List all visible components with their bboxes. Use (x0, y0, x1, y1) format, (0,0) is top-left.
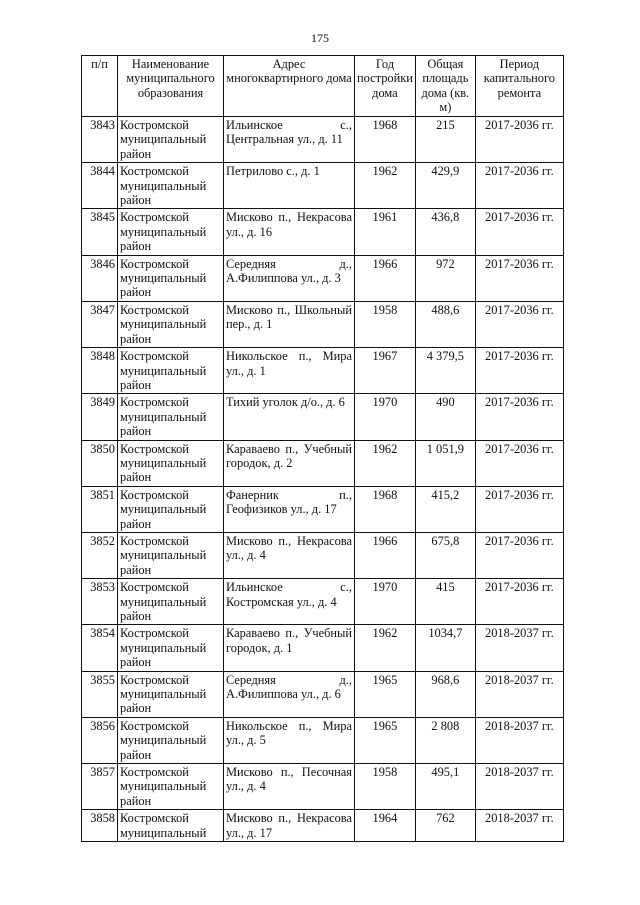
cell-period: 2017-2036 гг. (475, 117, 563, 163)
table-row (82, 209, 564, 255)
cell-area: 490 (415, 394, 475, 440)
cell-municipality: Костромской муниципальный район (118, 301, 224, 347)
cell-municipality: Костромской муниципальный район (118, 671, 224, 717)
cell-period: 2018-2037 гг. (475, 717, 563, 763)
table-row (82, 255, 564, 301)
cell-num: 3844 (82, 163, 118, 209)
cell-municipality: Костромской муниципальный район (118, 717, 224, 763)
cell-num: 3856 (82, 717, 118, 763)
table-row (82, 117, 564, 163)
cell-area: 415,2 (415, 486, 475, 532)
cell-address: Ильинское с., Центральная ул., д. 11 (224, 117, 355, 163)
cell-period: 2017-2036 гг. (475, 255, 563, 301)
cell-area: 495,1 (415, 764, 475, 810)
cell-year: 1961 (355, 209, 416, 255)
cell-area: 972 (415, 255, 475, 301)
cell-address: Ильинское с., Костромская ул., д. 4 (224, 579, 355, 625)
table-row (82, 486, 564, 532)
cell-period: 2017-2036 гг. (475, 209, 563, 255)
cell-num: 3845 (82, 209, 118, 255)
page-number: 175 (311, 31, 329, 45)
cell-period: 2017-2036 гг. (475, 394, 563, 440)
header-num: п/п (82, 56, 118, 117)
cell-municipality: Костромской муниципальный район (118, 486, 224, 532)
cell-period: 2017-2036 гг. (475, 163, 563, 209)
cell-municipality: Костромской муниципальный район (118, 532, 224, 578)
table-body (82, 117, 564, 842)
cell-area: 436,8 (415, 209, 475, 255)
cell-num: 3853 (82, 579, 118, 625)
cell-area: 1 051,9 (415, 440, 475, 486)
header-area: Общая площадь дома (кв. м) (415, 56, 475, 117)
table-row (82, 717, 564, 763)
cell-year: 1962 (355, 625, 416, 671)
table-row (82, 625, 564, 671)
cell-year: 1967 (355, 348, 416, 394)
cell-period: 2017-2036 гг. (475, 486, 563, 532)
cell-municipality: Костромской муниципальный район (118, 348, 224, 394)
header-year: Год постройки дома (355, 56, 416, 117)
cell-area: 1034,7 (415, 625, 475, 671)
cell-num: 3850 (82, 440, 118, 486)
cell-year: 1958 (355, 301, 416, 347)
cell-period: 2017-2036 гг. (475, 348, 563, 394)
table-row (82, 163, 564, 209)
cell-year: 1968 (355, 117, 416, 163)
cell-municipality: Костромской муниципальный район (118, 163, 224, 209)
cell-area: 2 808 (415, 717, 475, 763)
cell-num: 3854 (82, 625, 118, 671)
cell-year: 1965 (355, 671, 416, 717)
header-address: Адрес многоквартирного дома (224, 56, 355, 117)
cell-municipality: Костромской муниципальный (118, 810, 224, 842)
cell-num: 3846 (82, 255, 118, 301)
cell-num: 3849 (82, 394, 118, 440)
table-row (82, 348, 564, 394)
cell-municipality: Костромской муниципальный район (118, 440, 224, 486)
cell-area: 968,6 (415, 671, 475, 717)
header-municipality: Наименование муниципального образования (118, 56, 224, 117)
cell-period: 2017-2036 гг. (475, 532, 563, 578)
cell-num: 3851 (82, 486, 118, 532)
housing-registry-table (81, 55, 564, 842)
table-row (82, 394, 564, 440)
cell-period: 2017-2036 гг. (475, 301, 563, 347)
table-row (82, 440, 564, 486)
cell-address: Мисково п., Школьный пер., д. 1 (224, 301, 355, 347)
cell-address: Никольское п., Мира ул., д. 5 (224, 717, 355, 763)
cell-period: 2018-2037 гг. (475, 671, 563, 717)
cell-num: 3843 (82, 117, 118, 163)
table-row (82, 532, 564, 578)
cell-area: 675,8 (415, 532, 475, 578)
cell-year: 1970 (355, 394, 416, 440)
cell-address: Мисково п., Некрасова ул., д. 4 (224, 532, 355, 578)
cell-address: Середняя д., А.Филиппова ул., д. 6 (224, 671, 355, 717)
cell-municipality: Костромской муниципальный район (118, 579, 224, 625)
cell-address: Петрилово с., д. 1 (224, 163, 355, 209)
cell-area: 4 379,5 (415, 348, 475, 394)
cell-address: Караваево п., Учебный городок, д. 1 (224, 625, 355, 671)
cell-num: 3847 (82, 301, 118, 347)
cell-year: 1962 (355, 440, 416, 486)
cell-municipality: Костромской муниципальный район (118, 394, 224, 440)
cell-address: Никольское п., Мира ул., д. 1 (224, 348, 355, 394)
header-period: Период капитального ремонта (475, 56, 563, 117)
cell-year: 1970 (355, 579, 416, 625)
table-row (82, 810, 564, 842)
cell-address: Мисково п., Некрасова ул., д. 17 (224, 810, 355, 842)
cell-period: 2017-2036 гг. (475, 579, 563, 625)
table-row (82, 671, 564, 717)
cell-area: 762 (415, 810, 475, 842)
cell-period: 2018-2037 гг. (475, 764, 563, 810)
cell-year: 1966 (355, 255, 416, 301)
cell-municipality: Костромской муниципальный район (118, 625, 224, 671)
cell-address: Мисково п., Песочная ул., д. 4 (224, 764, 355, 810)
table-row (82, 579, 564, 625)
cell-address: Середняя д., А.Филиппова ул., д. 3 (224, 255, 355, 301)
cell-area: 488,6 (415, 301, 475, 347)
cell-year: 1968 (355, 486, 416, 532)
cell-area: 429,9 (415, 163, 475, 209)
cell-num: 3852 (82, 532, 118, 578)
cell-municipality: Костромской муниципальный район (118, 255, 224, 301)
cell-year: 1958 (355, 764, 416, 810)
table-header-row (82, 56, 564, 117)
cell-period: 2018-2037 гг. (475, 810, 563, 842)
table-row (82, 764, 564, 810)
cell-num: 3855 (82, 671, 118, 717)
cell-year: 1965 (355, 717, 416, 763)
cell-address: Мисково п., Некрасова ул., д. 16 (224, 209, 355, 255)
cell-municipality: Костромской муниципальный район (118, 209, 224, 255)
cell-num: 3858 (82, 810, 118, 842)
cell-municipality: Костромской муниципальный район (118, 764, 224, 810)
cell-area: 215 (415, 117, 475, 163)
cell-year: 1966 (355, 532, 416, 578)
cell-period: 2017-2036 гг. (475, 440, 563, 486)
cell-address: Тихий уголок д/о., д. 6 (224, 394, 355, 440)
table-row (82, 301, 564, 347)
cell-area: 415 (415, 579, 475, 625)
cell-period: 2018-2037 гг. (475, 625, 563, 671)
cell-municipality: Костромской муниципальный район (118, 117, 224, 163)
cell-address: Фанерник п., Геофизиков ул., д. 17 (224, 486, 355, 532)
cell-year: 1964 (355, 810, 416, 842)
cell-address: Караваево п., Учебный городок, д. 2 (224, 440, 355, 486)
cell-year: 1962 (355, 163, 416, 209)
cell-num: 3857 (82, 764, 118, 810)
cell-num: 3848 (82, 348, 118, 394)
